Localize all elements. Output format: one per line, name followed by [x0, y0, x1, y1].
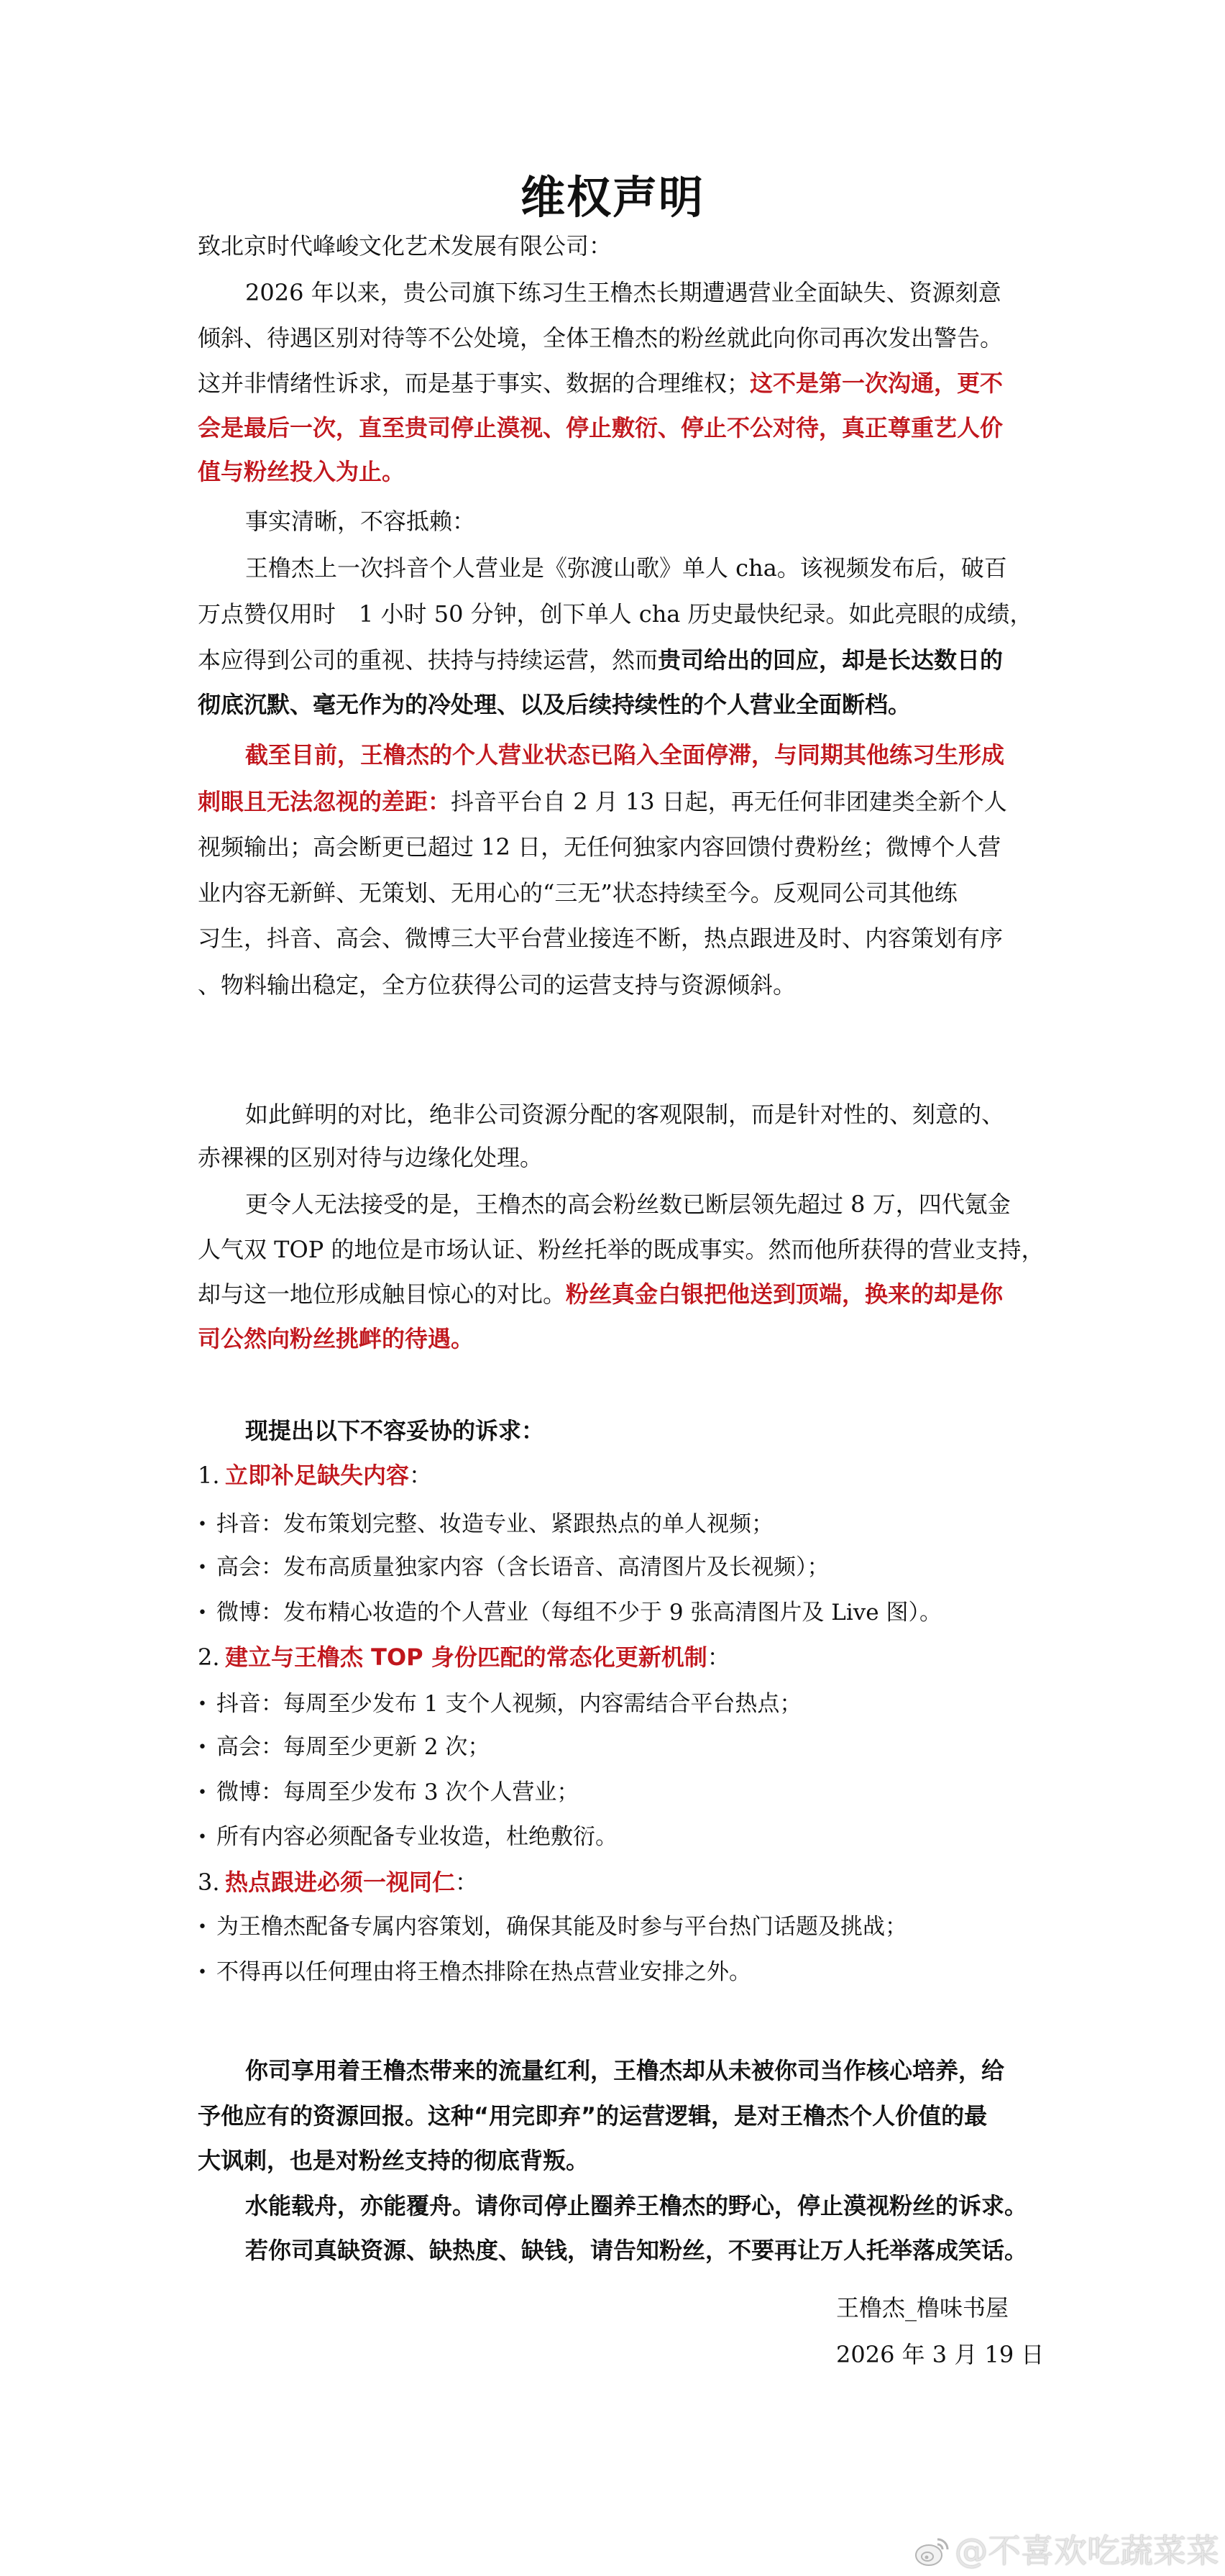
demand-2-number: 2.: [198, 1644, 220, 1671]
weibo-logo-icon: [914, 2535, 950, 2568]
signature-name: 王橹杰_橹味书屋: [836, 2294, 1009, 2321]
closing-line-2: 予他应有的资源回报。这种“用完即弃”的运营逻辑，是对王橹杰个人价值的最: [198, 2102, 988, 2130]
demand-1-colon: ：: [409, 1462, 433, 1489]
p1-line-4-red: 会是最后一次，直至贵司停止漠视、停止敷衍、停止不公对待，真正尊重艺人价: [198, 414, 1004, 441]
bullet-icon: •: [198, 1784, 207, 1802]
watermark-text: @不喜欢吃蔬菜菜: [955, 2531, 1219, 2570]
p1-line-2: 倾斜、待遇区别对待等不公处境，全体王橹杰的粉丝就此向你司再次发出警告。: [198, 324, 1004, 352]
bullet-text: 高会：每周至少更新 2 次；: [216, 1734, 490, 1760]
salutation: 致北京时代峰峻文化艺术发展有限公司：: [198, 232, 612, 260]
p1-line-5-red: 值与粉丝投入为止。: [198, 458, 405, 485]
demand-1: [198, 1461, 432, 1490]
bullet-icon: •: [198, 1828, 207, 1846]
demands-heading: 现提出以下不容妥协的诉求：: [245, 1417, 545, 1444]
p2-line-3-normal: 本应得到公司的重视、扶持与持续运营，然而: [198, 646, 659, 674]
demand-3-bullet-1: [198, 1912, 907, 1942]
p4-line-2: 赤裸裸的区别对待与边缘化处理。: [198, 1144, 543, 1171]
demand-3-colon: ：: [455, 1869, 479, 1896]
p2-line-2: 万点赞仅用时 1 小时 50 分钟，创下单人 cha 历史最快纪录。如此亮眼的成绩，: [198, 600, 1033, 628]
p3-line-2-normal: 抖音平台自 2 月 13 日起，再无任何非团建类全新个人: [451, 788, 1007, 815]
p1-line-3: [198, 369, 1032, 398]
closing-line-5: 若你司真缺资源、缺热度、缺钱，请告知粉丝，不要再让万人托举落成笑话。: [245, 2237, 1028, 2264]
demand-2-bullet-4: [198, 1823, 618, 1852]
demand-2-bullet-1: [198, 1690, 802, 1719]
demand-1-bullet-3: [198, 1598, 942, 1628]
demand-3-number: 3.: [198, 1869, 220, 1896]
p3-line-4: 业内容无新鲜、无策划、无用心的“三无”状态持续至今。反观同公司其他练: [198, 879, 958, 907]
p2-line-1: 王橹杰上一次抖音个人营业是《弥渡山歌》单人 cha。该视频发布后，破百: [245, 554, 1007, 582]
p1-line-3-red: 这不是第一次沟通，更不: [750, 370, 1004, 397]
bullet-icon: •: [198, 1604, 207, 1622]
demand-2-bullet-3: [198, 1778, 579, 1807]
facts-intro: 事实清晰，不容抵赖：: [245, 508, 476, 535]
demand-2: [198, 1643, 730, 1672]
demand-1-number: 1.: [198, 1462, 220, 1489]
watermark: [914, 2525, 1219, 2572]
demand-2-title: 建立与王橹杰 TOP 身份匹配的常态化更新机制: [225, 1644, 707, 1671]
bullet-text: 微博：每周至少发布 3 次个人营业；: [216, 1779, 579, 1805]
closing-line-3: 大讽刺，也是对粉丝支持的彻底背叛。: [198, 2147, 589, 2174]
p3-line-2-red: 刺眼且无法忽视的差距：: [198, 788, 451, 815]
p2-line-4-bold: 彻底沉默、毫无作为的冷处理、以及后续持续性的个人营业全面断档。: [198, 691, 912, 718]
demand-1-bullet-2: [198, 1553, 830, 1582]
bullet-icon: •: [198, 1738, 207, 1756]
closing-line-4: 水能载舟，亦能覆舟。请你司停止圈养王橹杰的野心，停止漠视粉丝的诉求。: [245, 2192, 1028, 2219]
bullet-text: 抖音：发布策划完整、妆造专业、紧跟热点的单人视频；: [216, 1511, 774, 1537]
p1-line-1: 2026 年以来，贵公司旗下练习生王橹杰长期遭遇营业全面缺失、资源刻意: [245, 279, 1001, 306]
bullet-icon: •: [198, 1559, 207, 1577]
p3-line-5: 习生，抖音、高会、微博三大平台营业接连不断，热点跟进及时、内容策划有序: [198, 925, 1004, 952]
p3-line-6: 、物料输出稳定，全方位获得公司的运营支持与资源倾斜。: [198, 971, 797, 999]
p5-line-3-normal: 却与这一地位形成触目惊心的对比。: [198, 1280, 566, 1308]
demand-3: [198, 1868, 478, 1897]
p5-line-3-red: 粉丝真金白银把他送到顶端，换来的却是你: [566, 1280, 1004, 1308]
p3-line-3: 视频输出；高会断更已超过 12 日，无任何独家内容回馈付费粉丝；微博个人营: [198, 833, 1001, 861]
demand-2-colon: ：: [707, 1644, 730, 1671]
p5-line-3: [198, 1280, 1032, 1308]
bullet-text: 微博：发布精心妆造的个人营业（每组不少于 9 张高清图片及 Live 图）。: [216, 1600, 942, 1626]
bullet-icon: •: [198, 1516, 207, 1534]
p5-line-2: 人气双 TOP 的地位是市场认证、粉丝托举的既成事实。然而他所获得的营业支持，: [198, 1236, 1045, 1263]
p2-line-3: [198, 646, 1032, 674]
bullet-icon: •: [198, 1695, 207, 1713]
bullet-text: 不得再以任何理由将王橹杰排除在热点营业安排之外。: [216, 1959, 751, 1985]
bullet-icon: •: [198, 1918, 207, 1936]
demand-2-bullet-2: [198, 1733, 490, 1762]
bullet-text: 高会：发布高质量独家内容（含长语音、高清图片及长视频）；: [216, 1554, 830, 1580]
bullet-icon: •: [198, 1963, 207, 1981]
bullet-text: 所有内容必须配备专业妆造，杜绝敷衍。: [216, 1824, 618, 1850]
p5-line-1: 更令人无法接受的是，王橹杰的高会粉丝数已断层领先超过 8 万，四代氪金: [245, 1191, 1011, 1218]
demand-1-bullet-1: [198, 1510, 774, 1539]
p5-line-4-red: 司公然向粉丝挑衅的待遇。: [198, 1325, 474, 1352]
p2-line-3-bold: 贵司给出的回应，却是长达数日的: [658, 646, 1004, 674]
page-title: 维权声明: [520, 171, 705, 224]
bullet-text: 为王橹杰配备专属内容策划，确保其能及时参与平台热门话题及挑战；: [216, 1914, 907, 1940]
p3-line-2: [198, 787, 1032, 816]
demand-3-title: 热点跟进必须一视同仁: [225, 1869, 456, 1896]
closing-line-1: 你司享用着王橹杰带来的流量红利，王橹杰却从未被你司当作核心培养，给: [245, 2057, 1005, 2084]
bullet-text: 抖音：每周至少发布 1 支个人视频，内容需结合平台热点；: [216, 1691, 802, 1717]
demand-1-title: 立即补足缺失内容: [225, 1462, 410, 1489]
p3-line-1-red: 截至目前，王橹杰的个人营业状态已陷入全面停滞，与同期其他练习生形成: [245, 741, 1005, 769]
signature-date: 2026 年 3 月 19 日: [836, 2341, 1045, 2368]
p4-line-1: 如此鲜明的对比，绝非公司资源分配的客观限制，而是针对性的、刻意的、: [245, 1101, 1005, 1128]
p1-line-3-normal: 这并非情绪性诉求，而是基于事实、数据的合理维权；: [198, 370, 751, 397]
demand-3-bullet-2: [198, 1958, 751, 1987]
